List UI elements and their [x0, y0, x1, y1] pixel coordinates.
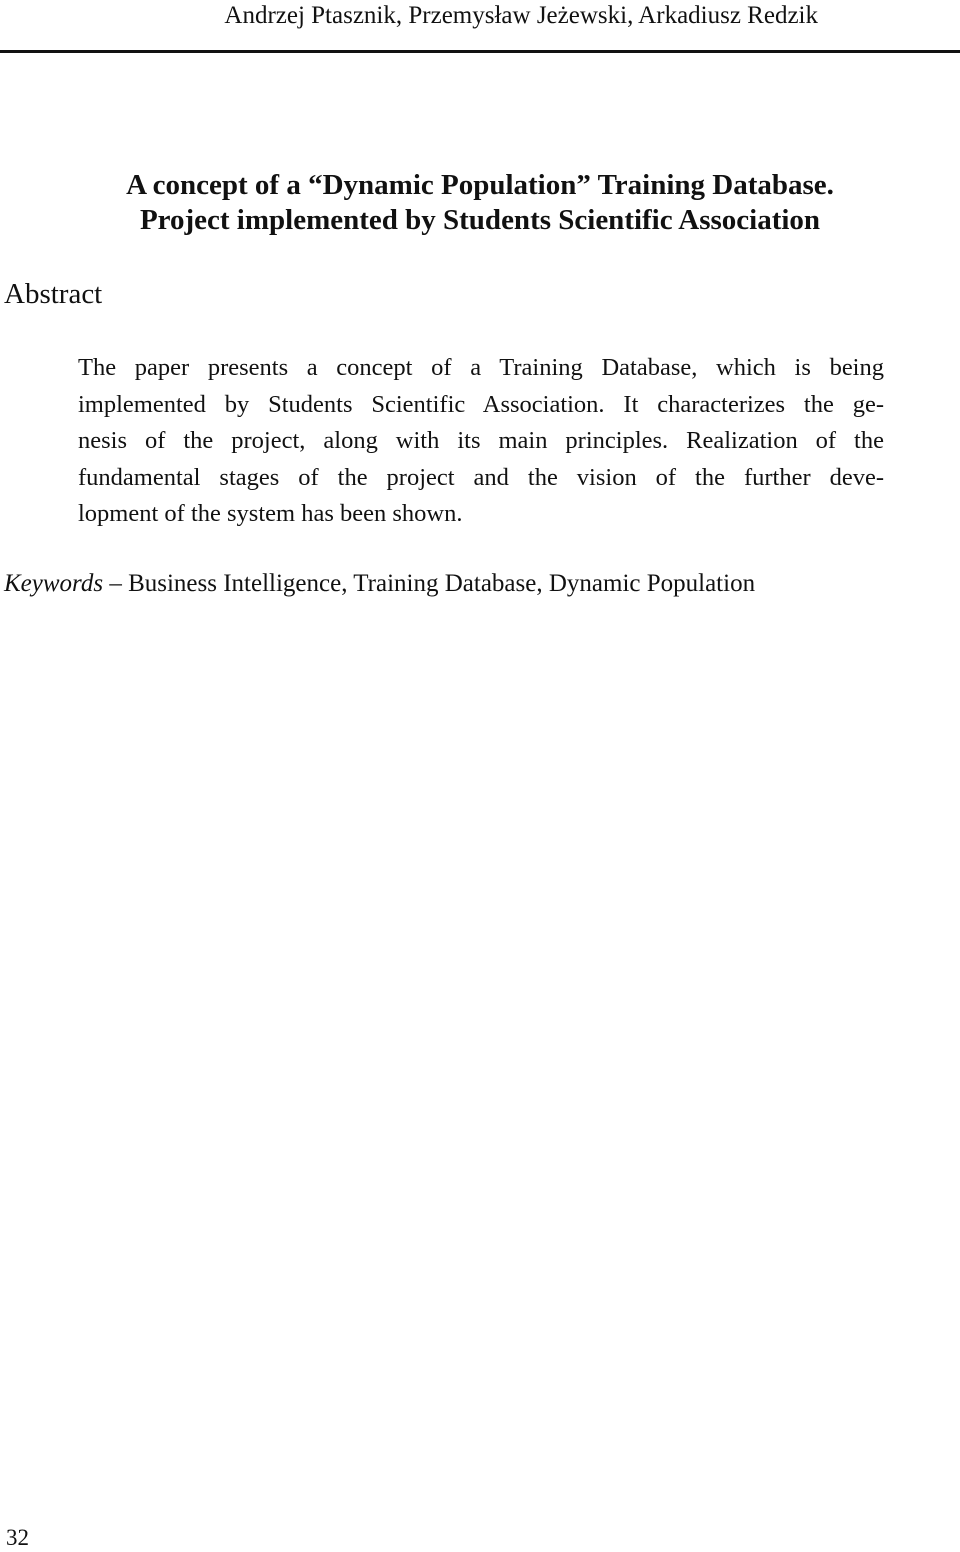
- running-head-authors: Andrzej Ptasznik, Przemysław Jeżewski, Arkadiusz Redzik: [224, 2, 818, 29]
- header-rule: [0, 50, 960, 53]
- keywords-text: Business Intelligence, Training Database, Dynamic Population: [128, 570, 756, 597]
- keywords-line: [4, 566, 755, 602]
- page-number: 32: [6, 1525, 29, 1550]
- abstract-line: nesis of the project, along with its main principles. Realization of the: [78, 427, 884, 454]
- keywords-label: Keywords: [4, 570, 104, 597]
- paper-title: [0, 168, 960, 238]
- abstract-heading: Abstract: [4, 278, 103, 310]
- abstract-line: lopment of the system has been shown.: [78, 500, 463, 527]
- title-line-2: Project implemented by Students Scientific Association: [139, 204, 821, 236]
- abstract-line: implemented by Students Scientific Association. It characterizes the ge-: [78, 390, 884, 418]
- title-line-1: A concept of a “Dynamic Population” Training Database.: [126, 169, 834, 201]
- abstract-body: [78, 350, 884, 533]
- keywords-separator: –: [103, 570, 129, 597]
- abstract-line: fundamental stages of the project and the vision of the further deve-: [78, 463, 884, 491]
- abstract-line: The paper presents a concept of a Training Database, which is being: [78, 354, 884, 381]
